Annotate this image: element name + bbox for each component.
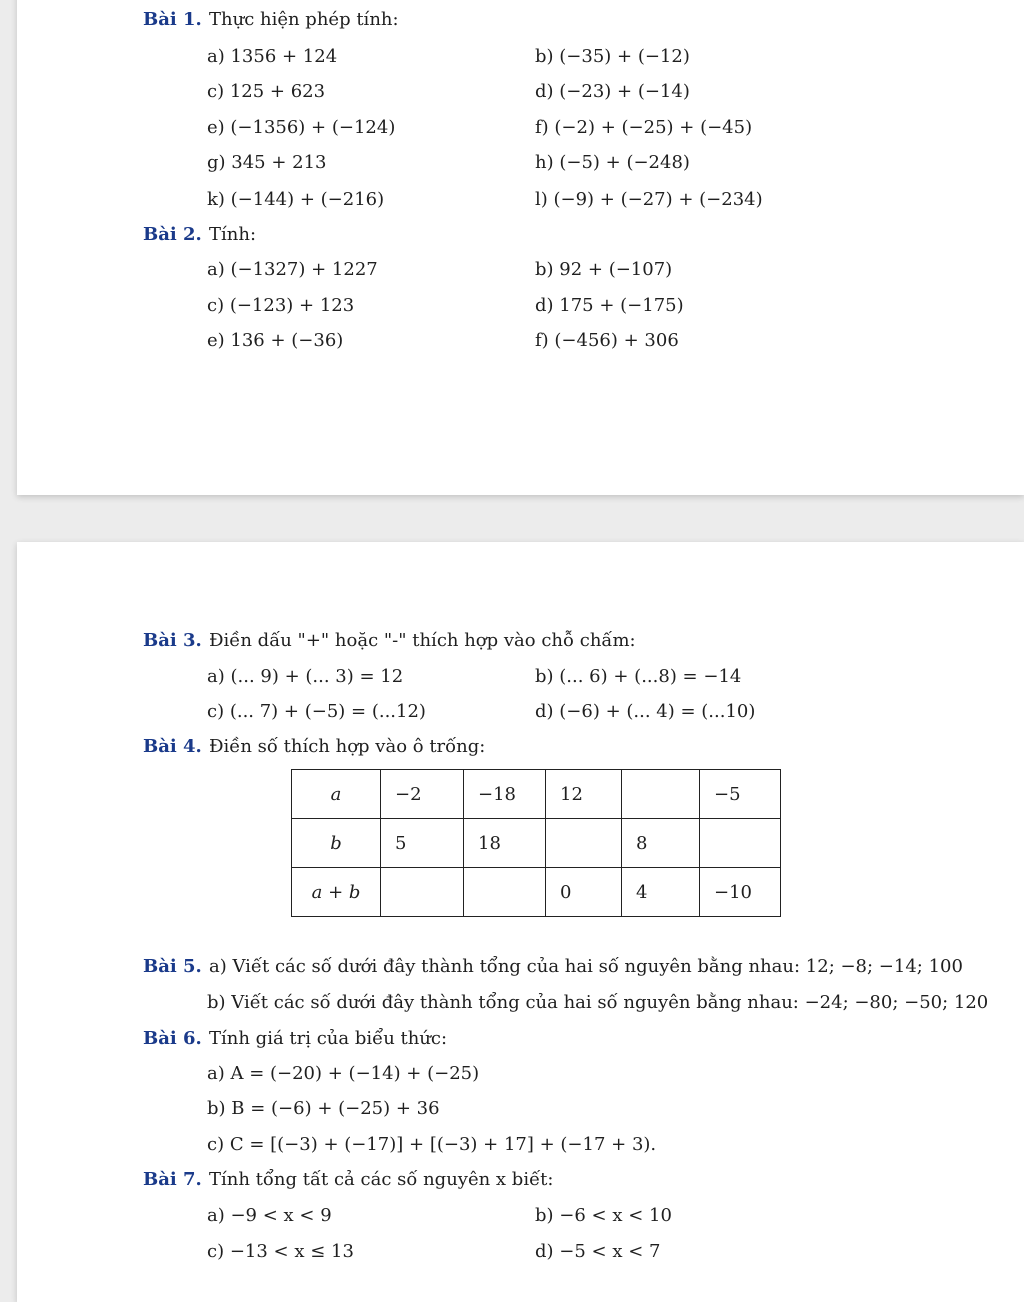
table-row	[292, 819, 781, 868]
exercise-7-item-c: c) −13 < x ≤ 13	[207, 1241, 354, 1262]
exercise-2-heading	[143, 224, 256, 246]
exercise-1-item-b: b) (−35) + (−12)	[535, 46, 690, 67]
exercise-7-item-d: d) −5 < x < 7	[535, 1241, 661, 1262]
exercise-3-item-d: d) (−6) + (... 4) = (...10)	[535, 701, 756, 722]
exercise-1-item-l: l) (−9) + (−27) + (−234)	[535, 189, 763, 210]
table-cell-header: b	[292, 819, 381, 868]
table-cell: −18	[464, 770, 546, 819]
table-cell: −10	[700, 868, 781, 917]
exercise-1-item-a: a) 1356 + 124	[207, 46, 338, 67]
exercise-2-item-c: c) (−123) + 123	[207, 295, 355, 316]
table-cell: 0	[546, 868, 622, 917]
exercise-2-item-d: d) 175 + (−175)	[535, 295, 684, 316]
exercise-label: Bài 6.	[143, 1028, 202, 1049]
table-cell	[546, 819, 622, 868]
exercise-title: Tính giá trị của biểu thức:	[209, 1028, 448, 1049]
exercise-7-item-b: b) −6 < x < 10	[535, 1205, 672, 1226]
exercise-7-heading	[143, 1169, 553, 1191]
exercise-1-item-g: g) 345 + 213	[207, 152, 327, 173]
exercise-7-item-a: a) −9 < x < 9	[207, 1205, 332, 1226]
exercise-1-item-h: h) (−5) + (−248)	[535, 152, 690, 173]
document-page-2	[17, 542, 1024, 1302]
exercise-title: Tính:	[209, 224, 257, 245]
exercise-title: Điền dấu "+" hoặc "-" thích hợp vào chỗ chấm:	[209, 630, 636, 651]
exercise-1-item-d: d) (−23) + (−14)	[535, 81, 690, 102]
exercise-3-item-a: a) (... 9) + (... 3) = 12	[207, 666, 404, 687]
table-cell: −5	[700, 770, 781, 819]
table-cell-header: a	[292, 770, 381, 819]
exercise-label: Bài 2.	[143, 224, 202, 245]
table-cell	[464, 868, 546, 917]
exercise-2-item-b: b) 92 + (−107)	[535, 259, 673, 280]
exercise-title: Điền số thích hợp vào ô trống:	[209, 736, 486, 757]
exercise-6-item-a: a) A = (−20) + (−14) + (−25)	[207, 1063, 480, 1084]
exercise-label: Bài 1.	[143, 9, 202, 30]
exercise-1-item-k: k) (−144) + (−216)	[207, 189, 385, 210]
table-cell: 8	[622, 819, 700, 868]
exercise-6-item-c: c) C = [(−3) + (−17)] + [(−3) + 17] + (−17 + 3).	[207, 1134, 657, 1155]
document-page-1	[17, 0, 1024, 495]
exercise-6-heading	[143, 1028, 447, 1050]
exercise-1-item-c: c) 125 + 623	[207, 81, 326, 102]
table-cell	[622, 770, 700, 819]
exercise-1-item-e: e) (−1356) + (−124)	[207, 117, 396, 138]
table-cell: −2	[381, 770, 464, 819]
table-cell: 18	[464, 819, 546, 868]
exercise-3-heading	[143, 630, 636, 652]
exercise-label: Bài 4.	[143, 736, 202, 757]
exercise-5-item-b: b) Viết các số dưới đây thành tổng của hai số nguyên bằng nhau: −24; −80; −50; 120	[207, 992, 989, 1013]
exercise-2-item-a: a) (−1327) + 1227	[207, 259, 378, 280]
exercise-label: Bài 7.	[143, 1169, 202, 1190]
exercise-3-item-c: c) (... 7) + (−5) = (...12)	[207, 701, 426, 722]
table-cell: 5	[381, 819, 464, 868]
table-cell-header: a + b	[292, 868, 381, 917]
exercise-4-heading	[143, 736, 485, 758]
exercise-title: Tính tổng tất cả các số nguyên x biết:	[209, 1169, 554, 1190]
exercise-label: Bài 5.	[143, 956, 202, 977]
table-row	[292, 770, 781, 819]
exercise-5-item-a: a) Viết các số dưới đây thành tổng của hai số nguyên bằng nhau: 12; −8; −14; 100	[209, 956, 963, 977]
exercise-5-heading	[143, 956, 963, 978]
exercise-2-item-e: e) 136 + (−36)	[207, 330, 344, 351]
table-cell: 4	[622, 868, 700, 917]
table-row	[292, 868, 781, 917]
exercise-1-heading	[143, 9, 399, 31]
exercise-1-item-f: f) (−2) + (−25) + (−45)	[535, 117, 753, 138]
table-cell: 12	[546, 770, 622, 819]
exercise-3-item-b: b) (... 6) + (...8) = −14	[535, 666, 742, 687]
table-cell	[381, 868, 464, 917]
exercise-6-item-b: b) B = (−6) + (−25) + 36	[207, 1098, 440, 1119]
fill-in-table	[291, 769, 781, 917]
exercise-label: Bài 3.	[143, 630, 202, 651]
exercise-2-item-f: f) (−456) + 306	[535, 330, 679, 351]
table-cell	[700, 819, 781, 868]
exercise-title: Thực hiện phép tính:	[209, 9, 399, 30]
